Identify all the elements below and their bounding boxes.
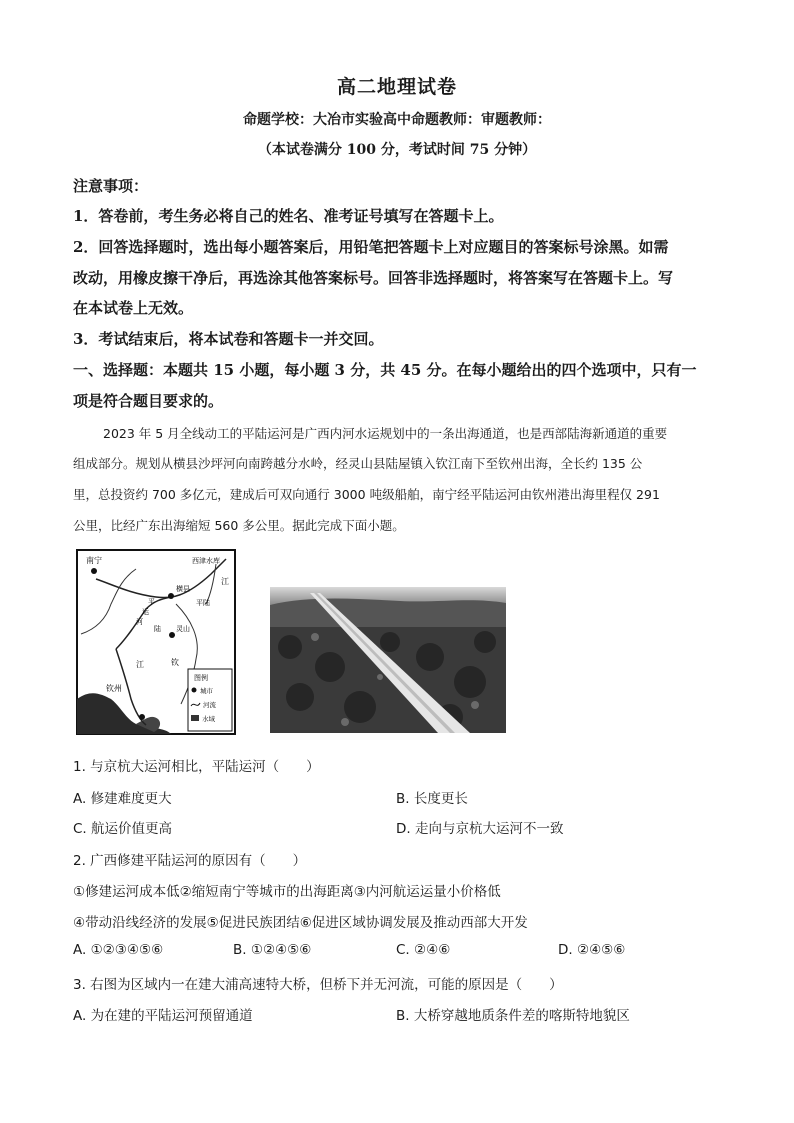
map-legend: [188, 669, 232, 731]
exam-title: 高二地理试卷: [336, 76, 457, 98]
notes-line: 3．考试结束后，将本试卷和答题卡一并交回。: [73, 330, 384, 348]
map-label-lingshan: 灵山: [176, 625, 190, 633]
map-label-jiang2: 江: [136, 660, 144, 669]
map-label-pinglu: 平陆: [196, 599, 210, 607]
section-heading: 一、选择题：本题共 15 小题，每小题 3 分，共 45 分。在每小题给出的四个选项中，只有一: [73, 361, 697, 379]
legend-item: 河流: [203, 701, 216, 709]
map-label-nanning: 南宁: [86, 556, 102, 565]
question-3-option-b: B. 大桥穿越地质条件差的喀斯特地貌区: [396, 1008, 630, 1024]
notes-line: 在本试卷上无效。: [73, 299, 194, 317]
legend-title: 图例: [194, 674, 208, 682]
city-marker: [168, 593, 174, 599]
map-label-ping: 平: [148, 598, 155, 606]
question-1-option-b: B. 长度更长: [396, 791, 468, 807]
map-label-hengxian: 横县: [176, 585, 190, 593]
question-3-option-a: A. 为在建的平陆运河预留通道: [73, 1008, 253, 1024]
map-label-yun: 运: [142, 608, 149, 616]
notes-line: 2．回答选择题时，选出每小题答案后，用铅笔把答题卡上对应题目的答案标号涂黑。如需: [73, 238, 669, 256]
question-2-statement: ①修建运河成本低②缩短南宁等城市的出海距离③内河航运运量小价格低: [73, 884, 501, 900]
passage-line: 里，总投资约 700 多亿元，建成后可双向通行 3000 吨级船舶，南宁经平陆运河由钦州港出海里程仅 291: [73, 487, 660, 502]
question-2-option-a: A. ①②③④⑤⑥: [73, 942, 164, 958]
question-2-option-b: B. ①②④⑤⑥: [233, 942, 312, 958]
map-label-jiang: 江: [221, 577, 229, 586]
notes-heading: 注意事项：: [73, 177, 149, 195]
city-marker: [91, 568, 97, 574]
passage-line: 公里，比经广东出海缩短 560 多公里。据此完成下面小题。: [73, 518, 405, 533]
city-marker: [169, 632, 175, 638]
bridge-photo: [270, 587, 506, 733]
notes-line: 1．答卷前，考生务必将自己的姓名、准考证号填写在答题卡上。: [73, 207, 504, 225]
score-info: （本试卷满分 100 分，考试时间 75 分钟）: [257, 142, 537, 158]
exam-subtitle: 命题学校：大冶市实验高中命题教师：审题教师：: [243, 112, 551, 128]
question-1-option-d: D. 走向与京杭大运河不一致: [396, 821, 564, 837]
legend-item: 城市: [200, 687, 213, 695]
question-2-statement: ④带动沿线经济的发展⑤促进民族团结⑥促进区域协调发展及推动西部大开发: [73, 915, 528, 931]
distant-hills: [270, 599, 506, 628]
question-1-option-c: C. 航运价值更高: [73, 821, 173, 837]
notes-line: 改动，用橡皮擦干净后，再选涂其他答案标号。回答非选择题时，将答案写在答题卡上。写: [73, 269, 674, 287]
question-2-option-d: D. ②④⑤⑥: [558, 942, 626, 958]
passage-line: 2023 年 5 月全线动工的平陆运河是广西内河水运规划中的一条出海通道，也是西部陆海新通道的重要: [103, 426, 668, 441]
legend-city-symbol: [192, 688, 197, 693]
section-heading-cont: 项是符合题目要求的。: [73, 392, 224, 410]
question-1-option-a: A. 修建难度更大: [73, 791, 172, 807]
city-marker: [139, 714, 145, 720]
map-label-qin: 钦: [171, 658, 179, 667]
map-label-xijin: 西津水库: [192, 557, 220, 565]
map-label-he: 河: [136, 618, 143, 626]
passage-line: 组成部分。规划从横县沙坪河向南跨越分水岭，经灵山县陆屋镇入钦江南下至钦州出海，全长约 135 公: [73, 456, 643, 471]
legend-water-symbol: [191, 715, 199, 721]
canal-map-figure: [76, 549, 236, 735]
question-2-stem: 2. 广西修建平陆运河的原因有（ ）: [73, 853, 307, 869]
question-2-option-c: C. ②④⑥: [396, 942, 451, 958]
map-label-qinzhou: 钦州: [106, 684, 122, 693]
question-1-stem: 1. 与京杭大运河相比，平陆运河（ ）: [73, 759, 320, 775]
question-3-stem: 3. 右图为区域内一在建大浦高速特大桥，但桥下并无河流，可能的原因是（ ）: [73, 977, 563, 993]
map-label-lu: 陆: [154, 625, 161, 633]
legend-item: 水域: [202, 715, 215, 723]
